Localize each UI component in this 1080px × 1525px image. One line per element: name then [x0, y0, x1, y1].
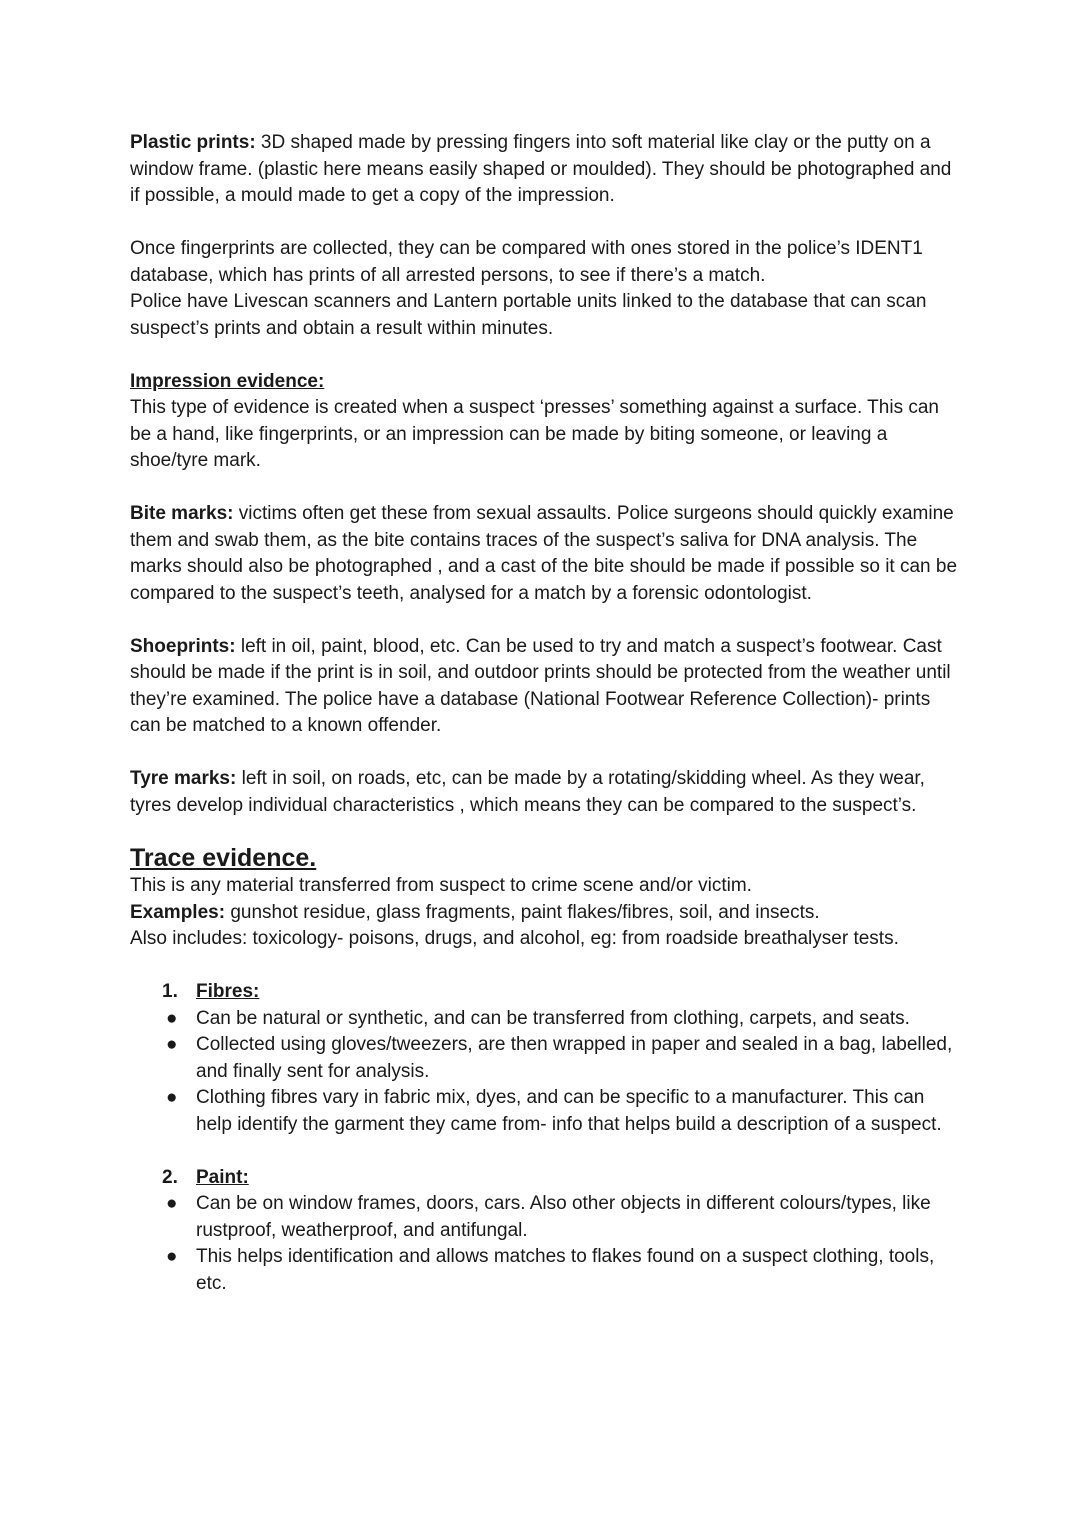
paint-bullet-1: ● Can be on window frames, doors, cars. Also other objects in different colours/types, like rustproof, weatherproof, and antifungal.: [166, 1193, 931, 1241]
tyre-marks-term: Tyre marks:: [130, 768, 237, 789]
bullet-icon: ●: [166, 1087, 178, 1108]
bullet-icon: ●: [166, 1034, 178, 1055]
paint-bullet-2: ● This helps identification and allows matches to flakes found on a suspect clothing, tools, etc.: [166, 1246, 935, 1294]
trace-evidence-heading: Trace evidence.: [130, 844, 317, 872]
fibres-title: Fibres:: [196, 981, 260, 1002]
fibres-bullet-2: ● Collected using gloves/tweezers, are then wrapped in paper and sealed in a bag, labelled, and finally sent for analysis.: [166, 1034, 953, 1082]
paint-number: 2.: [162, 1166, 178, 1188]
plastic-prints-text: 3D shaped made by pressing fingers into soft material like clay or the putty on a window frame. (plastic here means easily shaped or moulded). They should be photographed and if possible, a mould made to get a copy of the impression.: [130, 132, 952, 206]
ident1-paragraph: Once fingerprints are collected, they can be compared with ones stored in the police’s IDENT1 database, which has prints of all arrested persons, to see if there’s a match.: [130, 238, 923, 286]
examples-text: gunshot residue, glass fragments, paint flakes/fibres, soil, and insects.: [225, 901, 820, 923]
bullet-icon: ●: [166, 1246, 178, 1267]
impression-evidence-heading: Impression evidence:: [130, 370, 325, 392]
shoeprints-text: left in oil, paint, blood, etc. Can be used to try and match a suspect’s footwear. Cast should be made if the print is in soil, and outdoor prints should be protected from the weather until they’re examined. The police have a database (National Footwear Reference Collection)- prints can be matched to a known offender.: [130, 635, 951, 736]
fibres-number: 1.: [162, 981, 178, 1002]
paint-title: Paint:: [196, 1166, 249, 1188]
fibres-bullet-1: ● Can be natural or synthetic, and can be transferred from clothing, carpets, and seats.: [162, 1006, 960, 1033]
paint-section: [130, 1165, 960, 1298]
tyre-marks-text: left in soil, on roads, etc, can be made by a rotating/skidding wheel. As they wear, tyres develop individual characteristics , which means they can be compared to the suspect’s.: [130, 768, 925, 816]
bite-marks-term: Bite marks:: [130, 503, 234, 524]
impression-evidence-paragraph: This type of evidence is created when a suspect ‘presses’ something against a surface. This can be a hand, like fingerprints, or an impression can be made by biting someone, or leaving a shoe/tyre mark.: [130, 397, 939, 471]
fibres-section: [130, 979, 960, 1138]
trace-evidence-toxicology: Also includes: toxicology- poisons, drugs, and alcohol, eg: from roadside breathalyser tests.: [130, 928, 899, 949]
plastic-prints-paragraph: [130, 130, 960, 210]
bullet-icon: ●: [166, 1193, 178, 1214]
document-page: [130, 130, 960, 1297]
trace-evidence-definition: This is any material transferred from suspect to crime scene and/or victim.: [130, 875, 752, 896]
trace-evidence-examples: [130, 900, 960, 927]
tyre-marks-paragraph: [130, 766, 960, 819]
shoeprints-paragraph: [130, 634, 960, 740]
bullet-icon: ●: [166, 1007, 178, 1029]
bite-marks-text: victims often get these from sexual assaults. Police surgeons should quickly examine them and swab them, as the bite contains traces of the suspect’s saliva for DNA analysis. The marks should also be photographed , and a cast of the bite should be made if possible so it can be compared to the suspect’s teeth, analysed for a match by a forensic odontologist.: [130, 503, 958, 604]
shoeprints-term: Shoeprints:: [130, 635, 236, 657]
livescan-paragraph: Police have Livescan scanners and Lantern portable units linked to the database that can scan suspect’s prints and obtain a result within minutes.: [130, 291, 927, 339]
fibres-heading: [162, 979, 960, 1006]
bite-marks-paragraph: [130, 501, 960, 607]
plastic-prints-term: Plastic prints:: [130, 132, 256, 153]
paint-heading: [162, 1165, 960, 1192]
examples-label: Examples:: [130, 901, 226, 923]
fibres-bullet-3: ● Clothing fibres vary in fabric mix, dyes, and can be specific to a manufacturer. This can help identify the garment they came from- info that helps build a description of a suspect.: [166, 1087, 942, 1135]
